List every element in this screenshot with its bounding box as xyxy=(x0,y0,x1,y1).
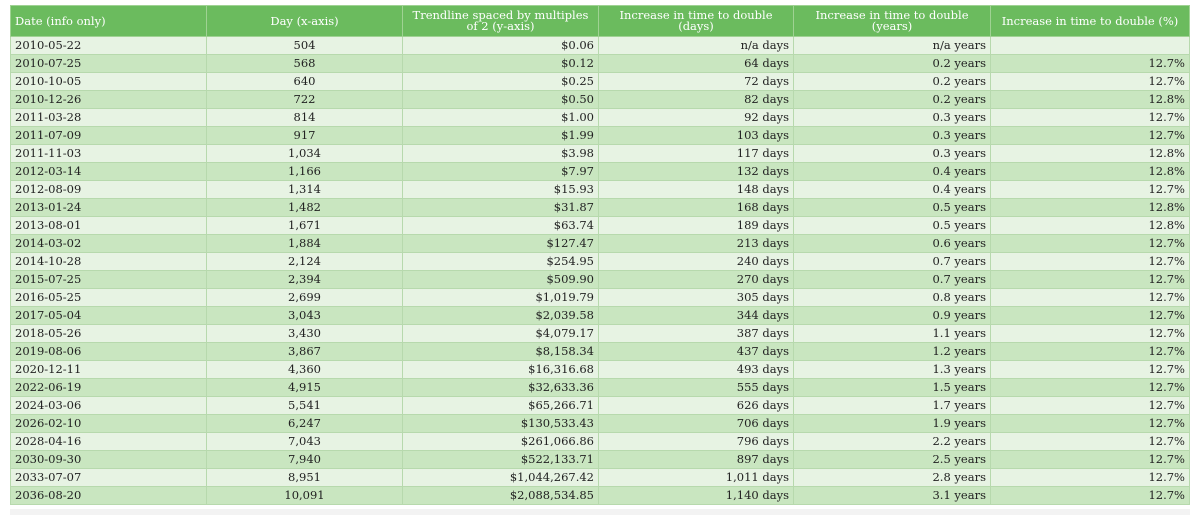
cell-increase-years: 2.2 years xyxy=(794,433,991,451)
cell-increase-days: n/a days xyxy=(599,37,794,55)
cell-increase-years: 0.2 years xyxy=(794,91,991,109)
cell-increase-days: 148 days xyxy=(599,181,794,199)
cell-day: 5,541 xyxy=(207,397,403,415)
cell-increase-percent: 12.8% xyxy=(991,145,1190,163)
cell-increase-percent: 12.7% xyxy=(991,469,1190,487)
cell-date: 2016-05-25 xyxy=(11,289,207,307)
cell-increase-percent: 12.7% xyxy=(991,361,1190,379)
table-row xyxy=(11,73,1190,91)
cell-day: 3,043 xyxy=(207,307,403,325)
cell-trendline: $130,533.43 xyxy=(403,415,599,433)
cell-increase-days: 305 days xyxy=(599,289,794,307)
cell-trendline: $32,633.36 xyxy=(403,379,599,397)
cell-increase-days: 344 days xyxy=(599,307,794,325)
cell-trendline: $16,316.68 xyxy=(403,361,599,379)
cell-day: 917 xyxy=(207,127,403,145)
cell-day: 7,043 xyxy=(207,433,403,451)
table-row xyxy=(11,55,1190,73)
cell-day: 2,124 xyxy=(207,253,403,271)
cell-increase-days: 1,140 days xyxy=(599,487,794,505)
cell-date: 2017-05-04 xyxy=(11,307,207,325)
header-day: Day (x-axis) xyxy=(207,6,403,37)
cell-increase-percent: 12.7% xyxy=(991,487,1190,505)
cell-date: 2012-08-09 xyxy=(11,181,207,199)
table-row xyxy=(11,271,1190,289)
cell-day: 2,699 xyxy=(207,289,403,307)
table-row xyxy=(11,127,1190,145)
cell-increase-percent: 12.7% xyxy=(991,433,1190,451)
cell-increase-percent: 12.8% xyxy=(991,163,1190,181)
cell-date: 2019-08-06 xyxy=(11,343,207,361)
cell-increase-percent: 12.7% xyxy=(991,379,1190,397)
cell-increase-percent: 12.7% xyxy=(991,289,1190,307)
table-row xyxy=(11,181,1190,199)
cell-trendline: $509.90 xyxy=(403,271,599,289)
header-increase-percent: Increase in time to double (%) xyxy=(991,6,1190,37)
cell-increase-days: 168 days xyxy=(599,199,794,217)
header-trendline: Trendline spaced by multiples of 2 (y-axis) xyxy=(403,6,599,37)
cell-increase-percent: 12.7% xyxy=(991,73,1190,91)
cell-trendline: $7.97 xyxy=(403,163,599,181)
cell-increase-days: 213 days xyxy=(599,235,794,253)
cell-day: 1,166 xyxy=(207,163,403,181)
cell-increase-years: 0.9 years xyxy=(794,307,991,325)
cell-trendline: $1.00 xyxy=(403,109,599,127)
cell-day: 814 xyxy=(207,109,403,127)
cell-increase-percent: 12.8% xyxy=(991,199,1190,217)
cell-day: 4,915 xyxy=(207,379,403,397)
table-row xyxy=(11,415,1190,433)
cell-increase-years: 1.3 years xyxy=(794,361,991,379)
cell-trendline: $4,079.17 xyxy=(403,325,599,343)
cell-date: 2010-05-22 xyxy=(11,37,207,55)
cell-day: 10,091 xyxy=(207,487,403,505)
cell-increase-days: 387 days xyxy=(599,325,794,343)
cell-day: 640 xyxy=(207,73,403,91)
cell-increase-years: 0.2 years xyxy=(794,73,991,91)
cell-date: 2033-07-07 xyxy=(11,469,207,487)
cell-increase-years: 0.3 years xyxy=(794,127,991,145)
table-row xyxy=(11,307,1190,325)
cell-date: 2011-03-28 xyxy=(11,109,207,127)
cell-increase-percent xyxy=(991,37,1190,55)
cell-increase-days: 437 days xyxy=(599,343,794,361)
cell-date: 2030-09-30 xyxy=(11,451,207,469)
cell-increase-years: 2.5 years xyxy=(794,451,991,469)
cell-date: 2010-10-05 xyxy=(11,73,207,91)
cell-increase-years: 0.5 years xyxy=(794,199,991,217)
cell-date: 2011-11-03 xyxy=(11,145,207,163)
cell-trendline: $0.50 xyxy=(403,91,599,109)
cell-date: 2011-07-09 xyxy=(11,127,207,145)
cell-increase-years: 0.7 years xyxy=(794,271,991,289)
cell-increase-percent: 12.7% xyxy=(991,253,1190,271)
table-row xyxy=(11,487,1190,505)
cell-trendline: $0.06 xyxy=(403,37,599,55)
table-row xyxy=(11,343,1190,361)
cell-date: 2028-04-16 xyxy=(11,433,207,451)
cell-date: 2026-02-10 xyxy=(11,415,207,433)
cell-increase-days: 189 days xyxy=(599,217,794,235)
cell-day: 4,360 xyxy=(207,361,403,379)
cell-increase-years: 0.2 years xyxy=(794,55,991,73)
table-row xyxy=(11,163,1190,181)
table-row xyxy=(11,37,1190,55)
cell-date: 2013-08-01 xyxy=(11,217,207,235)
cell-increase-days: 132 days xyxy=(599,163,794,181)
cell-increase-years: 1.9 years xyxy=(794,415,991,433)
cell-increase-days: 796 days xyxy=(599,433,794,451)
cell-day: 504 xyxy=(207,37,403,55)
table-body xyxy=(11,37,1190,505)
table-row xyxy=(11,109,1190,127)
table-row xyxy=(11,289,1190,307)
cell-day: 3,430 xyxy=(207,325,403,343)
cell-date: 2013-01-24 xyxy=(11,199,207,217)
header-row xyxy=(11,6,1190,37)
cell-trendline: $1,019.79 xyxy=(403,289,599,307)
cell-increase-percent: 12.7% xyxy=(991,343,1190,361)
cell-increase-days: 493 days xyxy=(599,361,794,379)
cell-increase-years: 0.6 years xyxy=(794,235,991,253)
cell-date: 2012-03-14 xyxy=(11,163,207,181)
table-row xyxy=(11,145,1190,163)
table-row xyxy=(11,433,1190,451)
cell-day: 3,867 xyxy=(207,343,403,361)
cell-increase-percent: 12.7% xyxy=(991,55,1190,73)
cell-increase-days: 897 days xyxy=(599,451,794,469)
cell-increase-years: 1.5 years xyxy=(794,379,991,397)
cell-increase-days: 117 days xyxy=(599,145,794,163)
cell-increase-days: 92 days xyxy=(599,109,794,127)
cell-date: 2018-05-26 xyxy=(11,325,207,343)
cell-trendline: $254.95 xyxy=(403,253,599,271)
cell-increase-years: 0.3 years xyxy=(794,109,991,127)
cell-trendline: $15.93 xyxy=(403,181,599,199)
cell-increase-percent: 12.8% xyxy=(991,91,1190,109)
table-row xyxy=(11,199,1190,217)
cell-increase-years: 1.1 years xyxy=(794,325,991,343)
cell-increase-years: 0.5 years xyxy=(794,217,991,235)
cell-trendline: $1.99 xyxy=(403,127,599,145)
header-increase-days: Increase in time to double (days) xyxy=(599,6,794,37)
cell-increase-percent: 12.7% xyxy=(991,271,1190,289)
cell-trendline: $2,088,534.85 xyxy=(403,487,599,505)
cell-increase-percent: 12.7% xyxy=(991,127,1190,145)
cell-increase-percent: 12.7% xyxy=(991,181,1190,199)
cell-increase-percent: 12.7% xyxy=(991,307,1190,325)
table-row xyxy=(11,361,1190,379)
cell-day: 8,951 xyxy=(207,469,403,487)
cell-day: 568 xyxy=(207,55,403,73)
doubling-table xyxy=(10,5,1190,505)
cell-date: 2014-03-02 xyxy=(11,235,207,253)
cell-increase-years: 3.1 years xyxy=(794,487,991,505)
cell-trendline: $127.47 xyxy=(403,235,599,253)
table-row xyxy=(11,469,1190,487)
table-row xyxy=(11,91,1190,109)
cell-increase-years: 0.7 years xyxy=(794,253,991,271)
cell-date: 2022-06-19 xyxy=(11,379,207,397)
cell-increase-years: 0.3 years xyxy=(794,145,991,163)
cell-day: 1,034 xyxy=(207,145,403,163)
table-row xyxy=(11,235,1190,253)
cell-increase-years: 0.4 years xyxy=(794,163,991,181)
cell-date: 2015-07-25 xyxy=(11,271,207,289)
cell-trendline: $3.98 xyxy=(403,145,599,163)
cell-increase-days: 64 days xyxy=(599,55,794,73)
cell-increase-years: 1.2 years xyxy=(794,343,991,361)
cell-date: 2010-12-26 xyxy=(11,91,207,109)
cell-increase-days: 1,011 days xyxy=(599,469,794,487)
cell-day: 6,247 xyxy=(207,415,403,433)
cell-date: 2024-03-06 xyxy=(11,397,207,415)
header-increase-years: Increase in time to double (years) xyxy=(794,6,991,37)
cell-trendline: $65,266.71 xyxy=(403,397,599,415)
cell-increase-percent: 12.7% xyxy=(991,109,1190,127)
cell-trendline: $63.74 xyxy=(403,217,599,235)
cell-day: 1,884 xyxy=(207,235,403,253)
table-row xyxy=(11,397,1190,415)
cell-increase-percent: 12.7% xyxy=(991,415,1190,433)
cell-date: 2010-07-25 xyxy=(11,55,207,73)
cell-increase-days: 626 days xyxy=(599,397,794,415)
sheet-bottom-edge xyxy=(10,509,1190,515)
cell-day: 1,482 xyxy=(207,199,403,217)
cell-trendline: $522,133.71 xyxy=(403,451,599,469)
cell-date: 2014-10-28 xyxy=(11,253,207,271)
cell-increase-days: 103 days xyxy=(599,127,794,145)
cell-trendline: $0.12 xyxy=(403,55,599,73)
cell-increase-years: 0.8 years xyxy=(794,289,991,307)
table-row xyxy=(11,451,1190,469)
cell-day: 1,314 xyxy=(207,181,403,199)
cell-trendline: $0.25 xyxy=(403,73,599,91)
cell-day: 1,671 xyxy=(207,217,403,235)
cell-increase-days: 270 days xyxy=(599,271,794,289)
cell-day: 2,394 xyxy=(207,271,403,289)
table-row xyxy=(11,379,1190,397)
cell-trendline: $8,158.34 xyxy=(403,343,599,361)
table-row xyxy=(11,217,1190,235)
cell-trendline: $1,044,267.42 xyxy=(403,469,599,487)
cell-trendline: $2,039.58 xyxy=(403,307,599,325)
cell-increase-years: n/a years xyxy=(794,37,991,55)
cell-date: 2036-08-20 xyxy=(11,487,207,505)
cell-increase-years: 0.4 years xyxy=(794,181,991,199)
cell-trendline: $261,066.86 xyxy=(403,433,599,451)
cell-increase-percent: 12.7% xyxy=(991,235,1190,253)
cell-increase-years: 1.7 years xyxy=(794,397,991,415)
cell-increase-percent: 12.7% xyxy=(991,325,1190,343)
cell-increase-days: 240 days xyxy=(599,253,794,271)
cell-increase-days: 555 days xyxy=(599,379,794,397)
cell-increase-days: 82 days xyxy=(599,91,794,109)
header-date: Date (info only) xyxy=(11,6,207,37)
table-row xyxy=(11,325,1190,343)
cell-increase-percent: 12.7% xyxy=(991,451,1190,469)
cell-day: 722 xyxy=(207,91,403,109)
cell-trendline: $31.87 xyxy=(403,199,599,217)
cell-day: 7,940 xyxy=(207,451,403,469)
cell-increase-days: 706 days xyxy=(599,415,794,433)
cell-date: 2020-12-11 xyxy=(11,361,207,379)
cell-increase-percent: 12.8% xyxy=(991,217,1190,235)
table-header xyxy=(11,6,1190,37)
cell-increase-percent: 12.7% xyxy=(991,397,1190,415)
table-row xyxy=(11,253,1190,271)
cell-increase-days: 72 days xyxy=(599,73,794,91)
cell-increase-years: 2.8 years xyxy=(794,469,991,487)
